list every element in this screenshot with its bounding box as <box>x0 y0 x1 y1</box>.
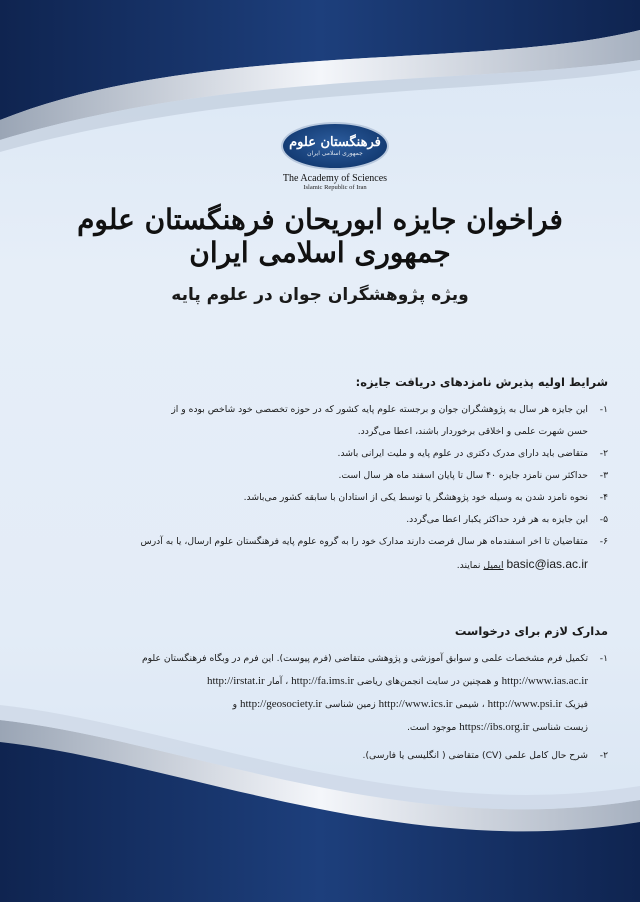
condition-text: این جایزه به هر فرد حداکثر یکبار اعطا می‌گردد. <box>406 514 588 525</box>
page-title: فراخوان جایزه ابوریحان فرهنگستان علوم جمهوری اسلامی ایران <box>77 203 563 269</box>
condition-text-continued <box>92 553 588 577</box>
document-text-line4 <box>92 716 588 739</box>
document-text: ، شیمی <box>455 699 485 710</box>
document-item-1 <box>92 648 608 739</box>
logo-en-name: The Academy of Sciences <box>282 173 388 184</box>
conditions-heading: شرایط اولیه پذیرش نامزدهای دریافت جایزه: <box>355 375 608 389</box>
conditions-section <box>92 375 608 577</box>
document-text-line2 <box>92 670 588 693</box>
link-geosociety[interactable]: http://geosociety.ir <box>239 698 323 710</box>
condition-text-end: نمایند. <box>456 560 481 571</box>
link-ias[interactable]: http://www.ias.ac.ir <box>501 675 588 687</box>
document-text: ، آمار <box>267 676 289 687</box>
document-text: فیزیک <box>564 699 588 710</box>
condition-item-1 <box>92 399 608 443</box>
condition-item-3 <box>92 465 608 487</box>
link-ims[interactable]: http://fa.ims.ir <box>291 675 355 687</box>
email-word: ایمیل <box>483 560 504 571</box>
document-number: ۱- <box>599 653 608 664</box>
document-text: و همچنین در سایت انجمن‌های ریاضی <box>357 676 499 687</box>
condition-text: نحوه نامزد شدن به وسیله خود پژوهشگر یا توسط یکی از استادان با سابقه کشور می‌باشد. <box>243 492 588 503</box>
logo-en-country: Islamic Republic of Iran <box>303 184 367 191</box>
condition-number: ۵- <box>599 514 608 525</box>
document-item-2 <box>92 745 608 767</box>
condition-number: ۳- <box>599 470 608 481</box>
logo-badge <box>281 122 389 170</box>
link-ics[interactable]: http://www.ics.ir <box>378 698 453 710</box>
condition-text: حداکثر سن نامزد جایزه ۴۰ سال تا پایان اسفند ماه هر سال است. <box>338 470 588 481</box>
condition-number: ۴- <box>599 492 608 503</box>
document-text: و <box>232 699 238 710</box>
condition-item-5 <box>92 509 608 531</box>
condition-text-continued: حسن شهرت علمی و اخلاقی برخوردار باشند، اعطا می‌گردد. <box>357 426 588 437</box>
document-text: موجود است. <box>406 722 457 733</box>
logo-fa-sub: جمهوری اسلامی ایران <box>307 149 363 157</box>
email-link[interactable]: basic@ias.ac.ir <box>506 557 588 571</box>
documents-heading: مدارک لازم برای درخواست <box>454 624 608 638</box>
condition-number: ۲- <box>599 448 608 459</box>
condition-text: متقاضیان تا اخر اسفندماه هر سال فرصت دارند مدارک خود را به گروه علوم پایه فرهنگستان علوم ارسال، یا به آدرس <box>140 536 588 547</box>
link-psi[interactable]: http://www.psi.ir <box>487 698 563 710</box>
condition-item-2 <box>92 443 608 465</box>
document-text-line3 <box>92 693 588 716</box>
condition-text: این جایزه هر سال به پژوهشگران جوان و برجسته علوم پایه کشور که در حوزه تخصصی خود شاخص بوده و از <box>171 404 588 415</box>
condition-text: متقاضی باید دارای مدرک دکتری در علوم پایه و ملیت ایرانی باشد. <box>337 448 588 459</box>
link-ibs[interactable]: https://ibs.org.ir <box>459 721 530 733</box>
document-number: ۲- <box>599 750 608 761</box>
document-text: زیست شناسی <box>532 722 588 733</box>
document-text: زمین شناسی <box>324 699 376 710</box>
link-irstat[interactable]: http://irstat.ir <box>206 675 265 687</box>
condition-number: ۱- <box>599 404 608 415</box>
condition-item-6 <box>92 531 608 577</box>
documents-section <box>92 624 608 767</box>
document-text: شرح حال کامل علمی (CV) متقاضی ( انگلیسی یا فارسی). <box>362 750 588 761</box>
page-subtitle: ویژه پژوهشگران جوان در علوم پایه <box>171 285 469 305</box>
condition-number: ۶- <box>599 536 608 547</box>
academy-logo <box>260 122 410 192</box>
logo-fa-main: فرهنگستان علوم <box>289 134 381 150</box>
condition-item-4 <box>92 487 608 509</box>
document-text-line1: تکمیل فرم مشخصات علمی و سوابق آموزشی و پژوهشی متقاضی (فرم پیوست). این فرم در وبگاه فرهنگستان علوم <box>141 653 588 664</box>
